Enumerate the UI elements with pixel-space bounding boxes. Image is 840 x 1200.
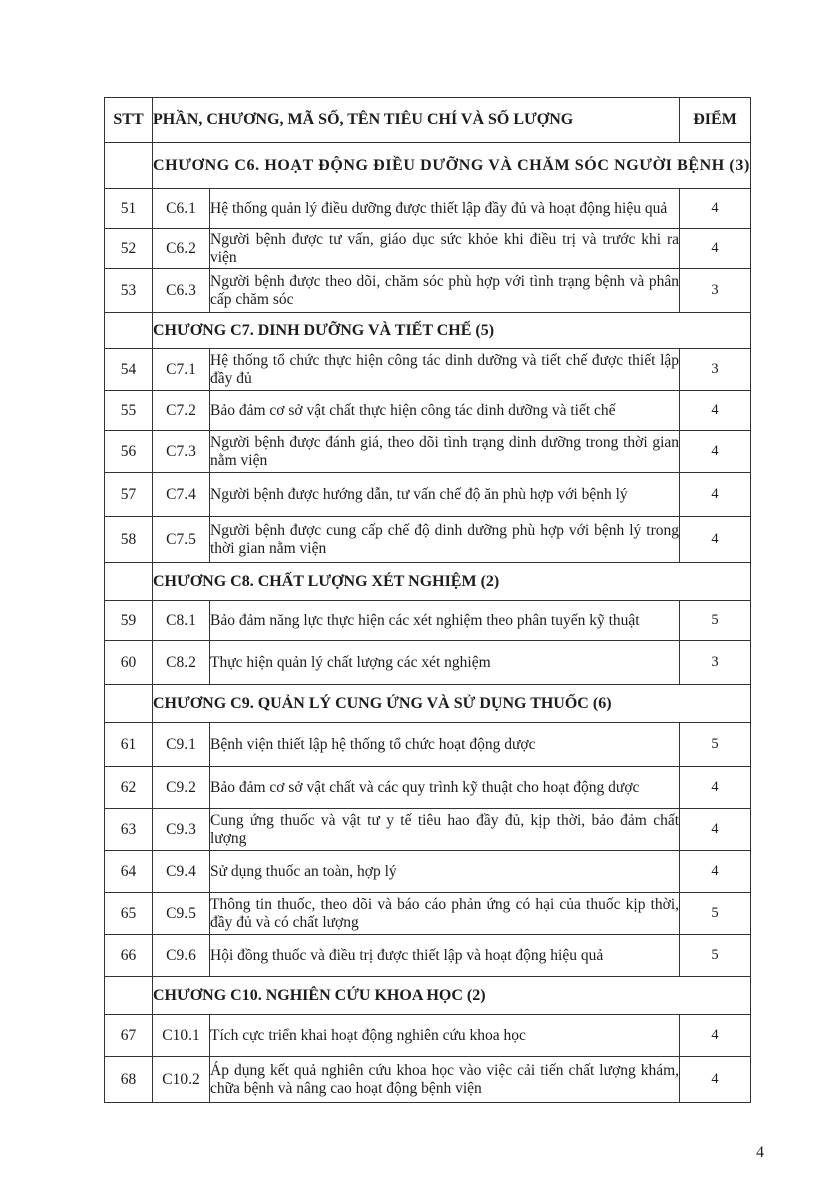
criterion-description: Bảo đảm năng lực thực hiện các xét nghiệm theo phân tuyến kỹ thuật — [210, 601, 680, 641]
criterion-description: Cung ứng thuốc và vật tư y tế tiêu hao đầy đủ, kịp thời, bảo đảm chất lượng — [210, 809, 680, 851]
criterion-code: C6.3 — [153, 269, 210, 313]
criterion-code: C9.2 — [153, 767, 210, 809]
criterion-code: C6.1 — [153, 189, 210, 229]
criterion-row — [105, 851, 751, 893]
chapter-title: CHƯƠNG C8. CHẤT LƯỢNG XÉT NGHIỆM (2) — [153, 563, 751, 601]
chapter-stt-cell — [105, 563, 153, 601]
criterion-stt: 59 — [105, 601, 153, 641]
criterion-code: C9.1 — [153, 723, 210, 767]
criterion-description: Hệ thống quản lý điều dưỡng được thiết lập đầy đủ và hoạt động hiệu quả — [210, 189, 680, 229]
criterion-row — [105, 189, 751, 229]
criterion-points: 4 — [680, 851, 751, 893]
criterion-stt: 65 — [105, 893, 153, 935]
criterion-row — [105, 1057, 751, 1103]
criterion-description: Người bệnh được đánh giá, theo dõi tình trạng dinh dưỡng trong thời gian nằm viện — [210, 431, 680, 473]
criterion-points: 3 — [680, 349, 751, 391]
header-points: ĐIỂM — [680, 98, 751, 143]
criterion-stt: 55 — [105, 391, 153, 431]
criterion-description: Thực hiện quản lý chất lượng các xét nghiệm — [210, 641, 680, 685]
criterion-row — [105, 517, 751, 563]
criterion-stt: 61 — [105, 723, 153, 767]
criterion-row — [105, 641, 751, 685]
table-header-row — [105, 98, 751, 143]
header-name: PHẦN, CHƯƠNG, MÃ SỐ, TÊN TIÊU CHÍ VÀ SỐ LƯỢNG — [153, 98, 680, 143]
criterion-row — [105, 269, 751, 313]
chapter-stt-cell — [105, 143, 153, 189]
criterion-points: 4 — [680, 767, 751, 809]
criterion-row — [105, 601, 751, 641]
criterion-code: C7.3 — [153, 431, 210, 473]
criterion-points: 5 — [680, 893, 751, 935]
criterion-points: 3 — [680, 641, 751, 685]
criterion-row — [105, 935, 751, 977]
criterion-code: C10.2 — [153, 1057, 210, 1103]
criterion-points: 4 — [680, 1015, 751, 1057]
chapter-stt-cell — [105, 977, 153, 1015]
table-body — [105, 143, 751, 1103]
chapter-row — [105, 143, 751, 189]
criteria-table — [104, 97, 751, 1103]
criterion-code: C9.4 — [153, 851, 210, 893]
chapter-stt-cell — [105, 685, 153, 723]
criterion-row — [105, 767, 751, 809]
criterion-description: Thông tin thuốc, theo dõi và báo cáo phản ứng có hại của thuốc kịp thời, đầy đủ và có chất lượng — [210, 893, 680, 935]
criterion-stt: 64 — [105, 851, 153, 893]
criterion-row — [105, 723, 751, 767]
chapter-row — [105, 977, 751, 1015]
criterion-code: C8.2 — [153, 641, 210, 685]
criterion-code: C7.4 — [153, 473, 210, 517]
criterion-description: Hội đồng thuốc và điều trị được thiết lập và hoạt động hiệu quả — [210, 935, 680, 977]
criterion-points: 4 — [680, 809, 751, 851]
chapter-title: CHƯƠNG C9. QUẢN LÝ CUNG ỨNG VÀ SỬ DỤNG THUỐC (6) — [153, 685, 751, 723]
criterion-points: 4 — [680, 517, 751, 563]
chapter-row — [105, 563, 751, 601]
criterion-stt: 58 — [105, 517, 153, 563]
chapter-row — [105, 313, 751, 349]
criterion-stt: 67 — [105, 1015, 153, 1057]
criterion-stt: 52 — [105, 229, 153, 269]
criterion-points: 4 — [680, 473, 751, 517]
criterion-stt: 53 — [105, 269, 153, 313]
chapter-title: CHƯƠNG C7. DINH DƯỠNG VÀ TIẾT CHẾ (5) — [153, 313, 751, 349]
criterion-description: Tích cực triển khai hoạt động nghiên cứu khoa học — [210, 1015, 680, 1057]
criterion-code: C10.1 — [153, 1015, 210, 1057]
criterion-code: C9.3 — [153, 809, 210, 851]
criterion-stt: 68 — [105, 1057, 153, 1103]
criterion-code: C9.5 — [153, 893, 210, 935]
criterion-stt: 57 — [105, 473, 153, 517]
criterion-points: 4 — [680, 229, 751, 269]
chapter-title: CHƯƠNG C6. HOẠT ĐỘNG ĐIỀU DƯỠNG VÀ CHĂM SÓC NGƯỜI BỆNH (3) — [153, 143, 751, 189]
criterion-description: Bệnh viện thiết lập hệ thống tổ chức hoạt động dược — [210, 723, 680, 767]
criterion-description: Hệ thống tổ chức thực hiện công tác dinh dưỡng và tiết chế được thiết lập đầy đủ — [210, 349, 680, 391]
criterion-stt: 63 — [105, 809, 153, 851]
criterion-row — [105, 809, 751, 851]
criterion-stt: 54 — [105, 349, 153, 391]
criterion-code: C7.2 — [153, 391, 210, 431]
criterion-code: C8.1 — [153, 601, 210, 641]
chapter-title: CHƯƠNG C10. NGHIÊN CỨU KHOA HỌC (2) — [153, 977, 751, 1015]
criterion-stt: 51 — [105, 189, 153, 229]
criterion-points: 3 — [680, 269, 751, 313]
criterion-row — [105, 431, 751, 473]
criterion-stt: 66 — [105, 935, 153, 977]
criterion-row — [105, 391, 751, 431]
criterion-stt: 60 — [105, 641, 153, 685]
criterion-description: Sử dụng thuốc an toàn, hợp lý — [210, 851, 680, 893]
criterion-description: Người bệnh được tư vấn, giáo dục sức khỏe khi điều trị và trước khi ra viện — [210, 229, 680, 269]
criterion-stt: 62 — [105, 767, 153, 809]
criterion-points: 5 — [680, 723, 751, 767]
criterion-code: C7.1 — [153, 349, 210, 391]
criterion-description: Áp dụng kết quả nghiên cứu khoa học vào việc cải tiến chất lượng khám, chữa bệnh và nâng cao hoạt động bệnh viện — [210, 1057, 680, 1103]
criterion-code: C6.2 — [153, 229, 210, 269]
criterion-code: C9.6 — [153, 935, 210, 977]
page-number: 4 — [756, 1144, 764, 1161]
criterion-points: 4 — [680, 391, 751, 431]
header-stt: STT — [105, 98, 153, 143]
criterion-row — [105, 473, 751, 517]
chapter-stt-cell — [105, 313, 153, 349]
criterion-description: Bảo đảm cơ sở vật chất thực hiện công tác dinh dưỡng và tiết chế — [210, 391, 680, 431]
criterion-description: Bảo đảm cơ sở vật chất và các quy trình kỹ thuật cho hoạt động dược — [210, 767, 680, 809]
criterion-description: Người bệnh được theo dõi, chăm sóc phù hợp với tình trạng bệnh và phân cấp chăm sóc — [210, 269, 680, 313]
criterion-code: C7.5 — [153, 517, 210, 563]
criterion-points: 4 — [680, 431, 751, 473]
criterion-points: 5 — [680, 935, 751, 977]
criterion-row — [105, 893, 751, 935]
criterion-row — [105, 1015, 751, 1057]
criterion-points: 4 — [680, 189, 751, 229]
criterion-points: 5 — [680, 601, 751, 641]
criterion-points: 4 — [680, 1057, 751, 1103]
criterion-description: Người bệnh được cung cấp chế độ dinh dưỡng phù hợp với bệnh lý trong thời gian nằm viện — [210, 517, 680, 563]
criterion-row — [105, 229, 751, 269]
criterion-row — [105, 349, 751, 391]
criterion-description: Người bệnh được hướng dẫn, tư vấn chế độ ăn phù hợp với bệnh lý — [210, 473, 680, 517]
criterion-stt: 56 — [105, 431, 153, 473]
chapter-row — [105, 685, 751, 723]
